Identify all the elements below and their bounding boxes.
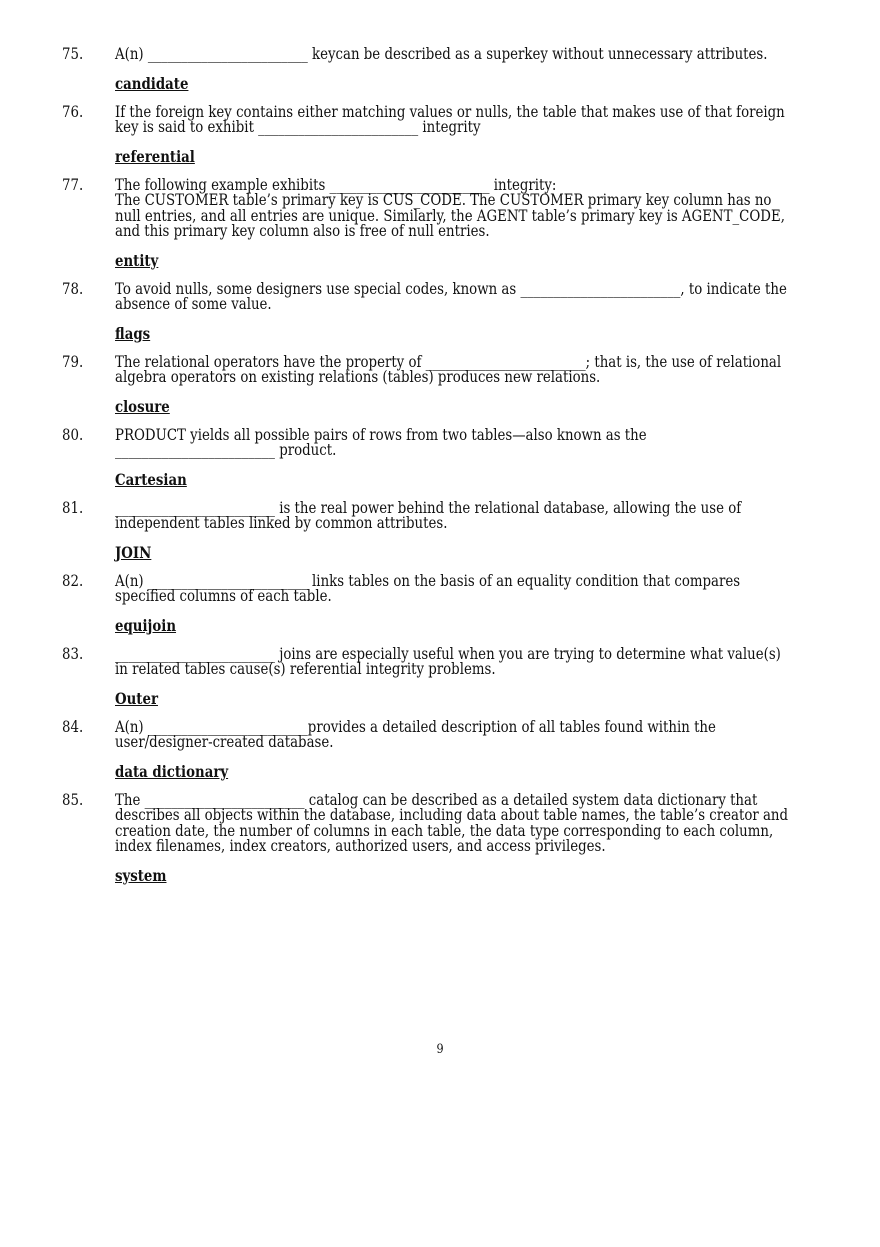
answer-text: JOIN xyxy=(115,542,152,562)
question-line: user/designer-created database. xyxy=(115,733,334,751)
question-line: specified columns of each table. xyxy=(115,587,332,605)
question-number: 82. xyxy=(62,571,84,590)
question-number: 81. xyxy=(62,498,84,517)
question-number: 75. xyxy=(62,45,84,63)
question-number: 79. xyxy=(62,352,84,371)
question-number: 83. xyxy=(62,644,84,663)
question-line: The relational operators have the property of ________________________; that is, the use of relational xyxy=(115,352,782,371)
question-line: To avoid nulls, some designers use special codes, known as ________________________, to indicate the xyxy=(115,279,787,298)
question-text xyxy=(115,175,785,240)
question-83 xyxy=(62,644,822,708)
question-text xyxy=(115,47,767,63)
answer-text: Outer xyxy=(115,688,158,708)
question-75 xyxy=(62,47,822,93)
question-84 xyxy=(62,717,822,781)
question-list xyxy=(62,47,822,897)
question-text xyxy=(115,279,787,313)
answer-text: flags xyxy=(115,323,151,343)
question-line: The following example exhibits ________________________ integrity: xyxy=(115,175,557,194)
question-text xyxy=(115,498,742,532)
question-line: and this primary key column also is free of null entries. xyxy=(115,222,490,240)
question-line: ________________________ is the real power behind the relational database, allowing the use of xyxy=(115,498,742,517)
question-number: 78. xyxy=(62,279,84,298)
question-line: independent tables linked by common attributes. xyxy=(115,514,448,532)
question-text xyxy=(115,102,785,136)
question-line: describes all objects within the database, including data about table names, the table’s creator and xyxy=(115,806,789,824)
question-text xyxy=(115,425,723,459)
question-line: The ________________________ catalog can be described as a detailed system data dictionary that xyxy=(115,790,758,809)
question-line: index filenames, index creators, authorized users, and access privileges. xyxy=(115,837,606,855)
answer-text: equijoin xyxy=(115,615,177,635)
question-line: The CUSTOMER table’s primary key is CUS_CODE. The CUSTOMER primary key column has no xyxy=(115,191,772,209)
answer-text: entity xyxy=(115,250,159,270)
question-85 xyxy=(62,790,822,885)
answer-text: Cartesian xyxy=(115,469,187,489)
question-line: in related tables cause(s) referential integrity problems. xyxy=(115,660,496,678)
question-79 xyxy=(62,352,822,416)
answer-text: candidate xyxy=(115,73,189,93)
question-text xyxy=(115,717,723,751)
question-line: ________________________ product. xyxy=(115,441,337,459)
question-line: A(n) ________________________ keycan be described as a superkey without unnecessary attributes. xyxy=(115,45,768,63)
answer-text: system xyxy=(115,865,167,885)
question-number: 80. xyxy=(62,425,84,444)
page-number: 9 xyxy=(436,1042,444,1057)
question-number: 77. xyxy=(62,175,84,194)
question-line: If the foreign key contains either matching values or nulls, the table that makes use of that foreign xyxy=(115,102,785,121)
question-line: null entries, and all entries are unique. Similarly, the AGENT table’s primary key is AGENT_CODE, xyxy=(115,206,785,225)
question-line: ________________________ joins are especially useful when you are trying to determine what value(s) xyxy=(115,644,781,663)
question-text xyxy=(115,644,781,678)
question-number: 76. xyxy=(62,102,84,121)
answer-text: referential xyxy=(115,146,195,166)
question-76 xyxy=(62,102,822,166)
question-line: algebra operators on existing relations (tables) produces new relations. xyxy=(115,368,601,386)
question-line: A(n) ________________________provides a detailed description of all tables found within the xyxy=(115,717,716,736)
question-line: key is said to exhibit ________________________ integrity xyxy=(115,118,481,136)
question-81 xyxy=(62,498,822,562)
answer-text: data dictionary xyxy=(115,761,229,781)
question-82 xyxy=(62,571,822,635)
question-line: PRODUCT yields all possible pairs of rows from two tables—also known as the xyxy=(115,425,647,444)
question-text xyxy=(115,571,741,605)
question-line: creation date, the number of columns in each table, the data type corresponding to each column, xyxy=(115,821,774,840)
question-text xyxy=(115,790,789,855)
question-number: 84. xyxy=(62,717,84,736)
answer-text: closure xyxy=(115,396,170,416)
question-80 xyxy=(62,425,822,489)
question-text xyxy=(115,352,782,386)
question-77 xyxy=(62,175,822,270)
question-78 xyxy=(62,279,822,343)
question-line: A(n) ________________________ links tables on the basis of an equality condition that compares xyxy=(115,571,741,590)
question-line: absence of some value. xyxy=(115,295,272,313)
question-number: 85. xyxy=(62,790,84,809)
